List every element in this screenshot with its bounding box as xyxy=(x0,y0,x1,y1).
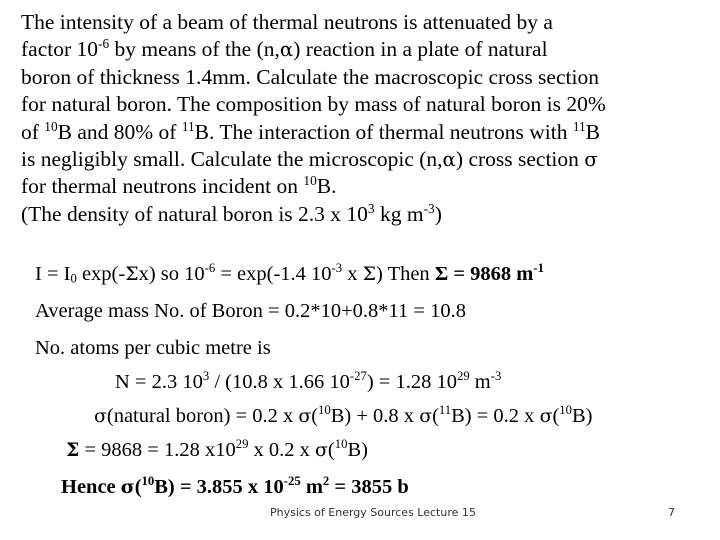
problem-line-1: The intensity of a beam of thermal neutrons is attenuated by a xyxy=(21,10,553,34)
solution-line-1: $I = I_0$ exp(-Σx) so $10^{-6} = \exp(-1.4$ $10^{-3}$ x Σ) Then Σ = 9868 $m^{-1}$ xyxy=(35,261,544,286)
problem-line-6: is negligibly small. Calculate the microscopic (n,α) cross section σ xyxy=(21,147,598,172)
solution-line-6: Σ = 9868 = 1.28 $x10^{29}$ x 0.2 x σ($^{10}$B) xyxy=(66,437,368,461)
footer-title: Physics of Energy Sources Lecture 15 xyxy=(270,506,476,519)
problem-line-2: factor $10^{-6}$ by means of the (n,α) reaction in a plate of natural xyxy=(21,36,548,62)
problem-statement xyxy=(21,9,711,228)
problem-line-3: boron of thickness 1.4mm. Calculate the macroscopic cross section xyxy=(21,64,599,89)
problem-line-8: (The density of natural boron is 2.3 x $10^3$ kg $m^{-3}$) xyxy=(21,200,442,226)
solution-line-2: Average mass No. of Boron = 0.2*10+0.8*11 = 10.8 xyxy=(35,300,466,322)
solution-line-4: N = 2.3 $10^3 / (10.8$ x 1.66 $10^{-27}) = 1.28$ $10^{29}$ $m^{-3}$ xyxy=(115,369,502,393)
problem-line-7: for thermal neutrons incident on $^{10}$B. xyxy=(21,173,337,199)
solution-line-3: No. atoms per cubic metre is xyxy=(35,337,271,359)
solution-line-5: σ(natural boron) = 0.2 x σ($^{10}$B) + 0.8 x σ($^{11}$B) = 0.2 x σ($^{10}$B) xyxy=(94,403,593,427)
solution-line-7: Hence σ($^{10}$B) = 3.855 x $10^{-25}$ $m^2 = 3855$ b xyxy=(61,474,409,498)
page-number: 7 xyxy=(668,506,675,519)
problem-line-5: of $^{10}$B and 80% of $^{11}$B. The interaction of thermal neutrons with $^{11}$B xyxy=(21,118,601,144)
problem-line-4: for natural boron. The composition by mass of natural boron is 20% xyxy=(21,92,606,117)
